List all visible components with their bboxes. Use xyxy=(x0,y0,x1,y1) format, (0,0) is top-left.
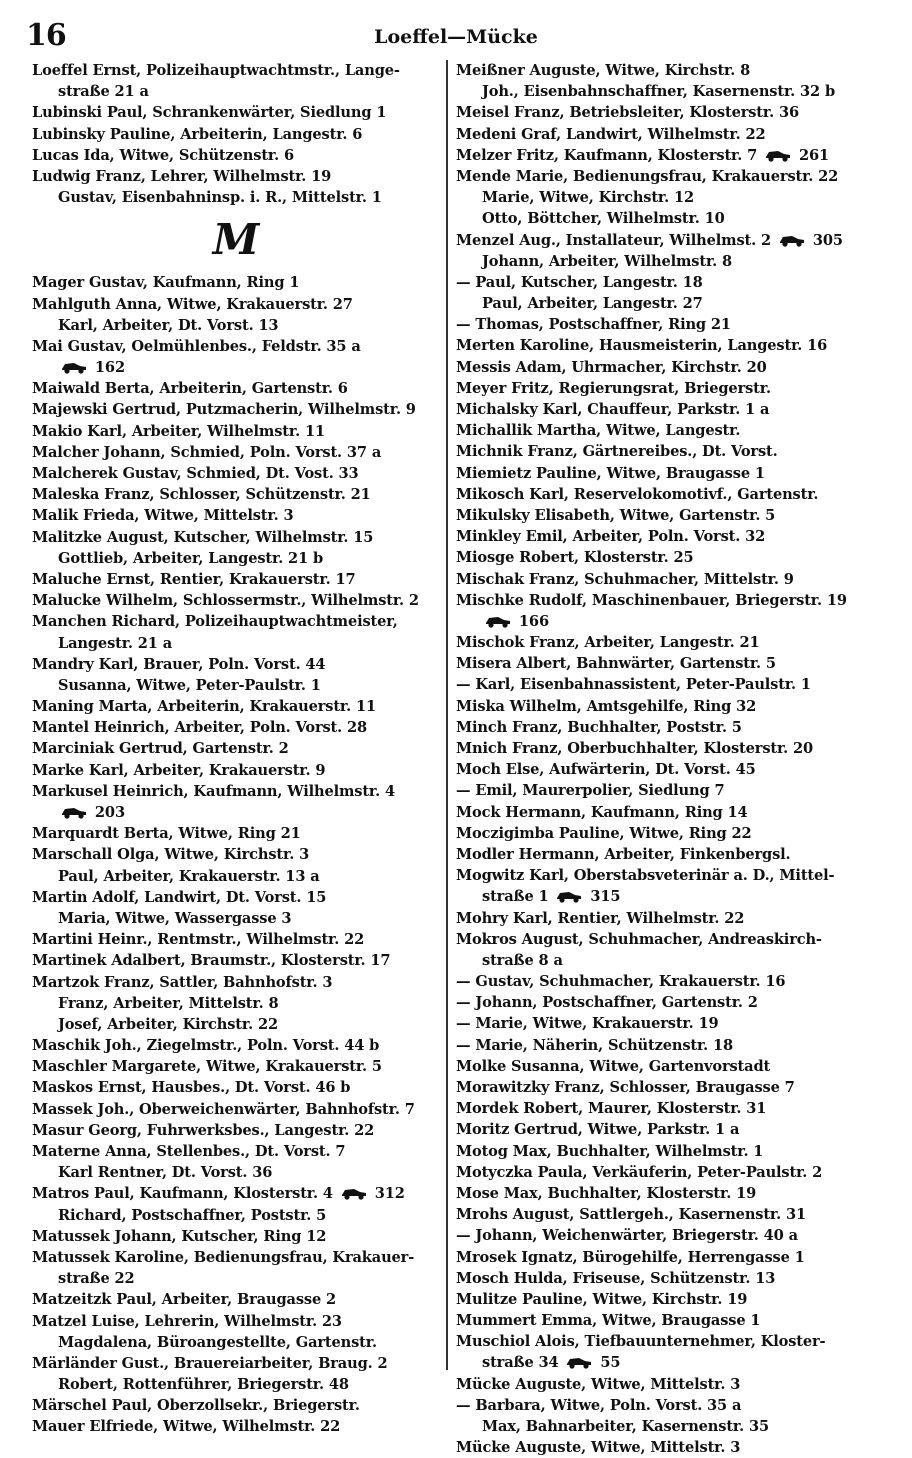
directory-entry: Marschall Olga, Witwe, Kirchstr. 3 xyxy=(32,846,310,864)
directory-entry: Misera Albert, Bahnwärter, Gartenstr. 5 xyxy=(456,655,776,673)
right-entries xyxy=(456,60,896,1458)
directory-entry: Maning Marta, Arbeiterin, Krakauerstr. 11 xyxy=(32,698,376,716)
directory-entry: Matussek Johann, Kutscher, Ring 12 xyxy=(32,1227,327,1245)
directory-entry: Mosch Hulda, Friseuse, Schützenstr. 13 xyxy=(456,1269,776,1287)
directory-entry: Maskos Ernst, Hausbes., Dt. Vorst. 46 b xyxy=(32,1079,351,1097)
left-top-entries xyxy=(32,60,440,208)
directory-entry: Otto, Böttcher, Wilhelmstr. 10 xyxy=(482,210,725,228)
directory-entry: Molke Susanna, Witwe, Gartenvorstadt xyxy=(456,1057,771,1075)
directory-entry: Langestr. 21 a xyxy=(58,634,173,652)
directory-entry: Manchen Richard, Polizeihauptwachtmeister, xyxy=(32,613,398,631)
directory-entry: Karl, Arbeiter, Dt. Vorst. 13 xyxy=(58,316,279,334)
car-icon xyxy=(60,805,88,819)
left-column xyxy=(32,60,440,1438)
directory-entry: Loeffel Ernst, Polizeihauptwachtmstr., Lange- xyxy=(32,62,400,79)
directory-entry xyxy=(456,611,896,632)
directory-entry: Makio Karl, Arbeiter, Wilhelmstr. 11 xyxy=(32,422,325,440)
directory-entry: Massek Joh., Oberweichenwärter, Bahnhofstr. 7 xyxy=(32,1100,415,1118)
directory-entry: Malik Frieda, Witwe, Mittelstr. 3 xyxy=(32,507,294,525)
directory-entry: Mnich Franz, Oberbuchhalter, Klosterstr. 20 xyxy=(456,740,814,757)
directory-entry: Robert, Rottenführer, Briegerstr. 48 xyxy=(58,1376,349,1394)
directory-entry: — Karl, Eisenbahnassistent, Peter-Paulstr. 1 xyxy=(456,676,811,694)
directory-entry: Moczigimba Pauline, Witwe, Ring 22 xyxy=(456,824,752,842)
directory-entry: Medeni Graf, Landwirt, Wilhelmstr. 22 xyxy=(456,125,766,143)
directory-entry: — Thomas, Postschaffner, Ring 21 xyxy=(456,316,731,334)
directory-entry xyxy=(32,357,440,378)
directory-entry: Paul, Arbeiter, Langestr. 27 xyxy=(482,295,703,313)
directory-entry: Lucas Ida, Witwe, Schützenstr. 6 xyxy=(32,146,294,164)
directory-entry: Meyer Fritz, Regierungsrat, Briegerstr. xyxy=(456,379,771,397)
phone-number: 305 xyxy=(807,231,843,249)
directory-entry: — Johann, Weichenwärter, Briegerstr. 40 a xyxy=(456,1227,798,1245)
directory-entry: Lubinski Paul, Schrankenwärter, Siedlung 1 xyxy=(32,104,387,122)
directory-entry: Paul, Arbeiter, Krakauerstr. 13 a xyxy=(58,867,320,885)
directory-entry: Malucke Wilhelm, Schlossermstr., Wilhelmstr. 2 xyxy=(32,592,419,610)
directory-entry: straße 8 a xyxy=(482,951,563,969)
right-column xyxy=(456,60,896,1458)
directory-entry: Morawitzky Franz, Schlosser, Braugasse 7 xyxy=(456,1079,795,1096)
left-main-entries xyxy=(32,272,440,1437)
directory-entry: — Johann, Postschaffner, Gartenstr. 2 xyxy=(456,994,758,1012)
directory-entry: — Gustav, Schuhmacher, Krakauerstr. 16 xyxy=(456,973,786,991)
car-icon xyxy=(778,233,806,247)
directory-entry: Mikosch Karl, Reservelokomotivf., Gartenstr. xyxy=(456,485,819,503)
car-icon xyxy=(565,1355,593,1369)
directory-entry: Miemietz Pauline, Witwe, Braugasse 1 xyxy=(456,464,765,482)
directory-entry: Motyczka Paula, Verkäuferin, Peter-Paulstr. 2 xyxy=(456,1163,823,1181)
directory-entry: Michallik Martha, Witwe, Langestr. xyxy=(456,422,741,440)
directory-entry: Mrosek Ignatz, Bürogehilfe, Herrengasse 1 xyxy=(456,1248,805,1266)
directory-entry: Meisel Franz, Betriebsleiter, Klosterstr. 36 xyxy=(456,104,799,122)
directory-entry: Mücke Auguste, Witwe, Mittelstr. 3 xyxy=(456,1375,741,1393)
directory-entry: Mordek Robert, Maurer, Klosterstr. 31 xyxy=(456,1100,767,1118)
directory-entry: Martini Heinr., Rentmstr., Wilhelmstr. 22 xyxy=(32,931,365,949)
directory-entry: — Emil, Maurerpolier, Siedlung 7 xyxy=(456,782,725,800)
directory-entry: Martin Adolf, Landwirt, Dt. Vorst. 15 xyxy=(32,888,327,906)
directory-entry: Martinek Adalbert, Braumstr., Klosterstr. 17 xyxy=(32,952,391,970)
directory-entry: Maria, Witwe, Wassergasse 3 xyxy=(58,909,292,927)
directory-entry: Franz, Arbeiter, Mittelstr. 8 xyxy=(58,994,279,1012)
directory-entry: Mokros August, Schuhmacher, Andreaskirch- xyxy=(456,930,822,948)
directory-entry: Joh., Eisenbahnschaffner, Kasernenstr. 32 b xyxy=(482,83,836,101)
directory-entry xyxy=(456,1352,896,1373)
directory-entry: Malitzke August, Kutscher, Wilhelmstr. 15 xyxy=(32,528,374,546)
directory-entry: Mock Hermann, Kaufmann, Ring 14 xyxy=(456,803,748,821)
directory-entry: Mantel Heinrich, Arbeiter, Poln. Vorst. 28 xyxy=(32,719,368,737)
entry-text: Matros Paul, Kaufmann, Klosterstr. 4 xyxy=(32,1185,338,1203)
directory-entry: Mager Gustav, Kaufmann, Ring 1 xyxy=(32,274,300,292)
directory-entry: Matzeitzk Paul, Arbeiter, Braugasse 2 xyxy=(32,1291,337,1309)
directory-entry: Mücke Auguste, Witwe, Mittelstr. 3 xyxy=(456,1439,741,1457)
directory-entry: Majewski Gertrud, Putzmacherin, Wilhelmstr. 9 xyxy=(32,401,416,419)
directory-entry: Mai Gustav, Oelmühlenbes., Feldstr. 35 a xyxy=(32,337,361,355)
directory-entry: Modler Hermann, Arbeiter, Finkenbergsl. xyxy=(456,845,791,863)
directory-entry: Minkley Emil, Arbeiter, Poln. Vorst. 32 xyxy=(456,528,766,546)
directory-entry: Messis Adam, Uhrmacher, Kirchstr. 20 xyxy=(456,358,767,376)
directory-entry: Merten Karoline, Hausmeisterin, Langestr. 16 xyxy=(456,337,828,355)
phone-number: 203 xyxy=(90,804,125,821)
directory-entry: — Paul, Kutscher, Langestr. 18 xyxy=(456,273,703,291)
directory-entry: Gustav, Eisenbahninsp. i. R., Mittelstr. 1 xyxy=(58,189,382,207)
directory-entry: Michnik Franz, Gärtnereibes., Dt. Vorst. xyxy=(456,443,778,461)
directory-entry: Mummert Emma, Witwe, Braugasse 1 xyxy=(456,1312,761,1330)
directory-entry: Mauer Elfriede, Witwe, Wilhelmstr. 22 xyxy=(32,1418,341,1436)
directory-entry: Motog Max, Buchhalter, Wilhelmstr. 1 xyxy=(456,1142,764,1160)
entry-text: straße 34 xyxy=(482,1354,564,1372)
directory-entry: Martzok Franz, Sattler, Bahnhofstr. 3 xyxy=(32,973,333,991)
directory-entry xyxy=(456,886,896,907)
directory-entry: Matzel Luise, Lehrerin, Wilhelmstr. 23 xyxy=(32,1312,342,1330)
directory-entry: Miska Wilhelm, Amtsgehilfe, Ring 32 xyxy=(456,697,757,715)
directory-entry: Michalsky Karl, Chauffeur, Parkstr. 1 a xyxy=(456,401,770,418)
directory-entry: Mandry Karl, Brauer, Poln. Vorst. 44 xyxy=(32,655,326,673)
directory-entry: Marciniak Gertrud, Gartenstr. 2 xyxy=(32,740,289,758)
directory-entry: — Marie, Näherin, Schützenstr. 18 xyxy=(456,1036,734,1054)
directory-entry: Mrohs August, Sattlergeh., Kasernenstr. 31 xyxy=(456,1206,806,1224)
phone-number: 166 xyxy=(514,612,549,630)
directory-entry: Märschel Paul, Oberzollsekr., Briegerstr. xyxy=(32,1397,360,1415)
directory-entry: Märländer Gust., Brauereiarbeiter, Braug. 2 xyxy=(32,1354,388,1372)
phone-number: 312 xyxy=(369,1185,405,1203)
column-divider xyxy=(446,60,448,1370)
phone-number: 261 xyxy=(794,146,830,164)
directory-entry: Mohry Karl, Rentier, Wilhelmstr. 22 xyxy=(456,909,745,927)
directory-entry: Gottlieb, Arbeiter, Langestr. 21 b xyxy=(58,549,324,567)
directory-entry: straße 21 a xyxy=(58,83,149,101)
section-letter: M xyxy=(212,215,260,265)
directory-entry: Johann, Arbeiter, Wilhelmstr. 8 xyxy=(482,252,733,270)
page-number: 16 xyxy=(26,18,66,53)
directory-entry: Marie, Witwe, Kirchstr. 12 xyxy=(482,189,695,207)
directory-entry: Meißner Auguste, Witwe, Kirchstr. 8 xyxy=(456,62,751,79)
directory-entry: Marke Karl, Arbeiter, Krakauerstr. 9 xyxy=(32,761,326,779)
directory-entry: Mischke Rudolf, Maschinenbauer, Briegerstr. 19 xyxy=(456,591,847,609)
directory-entry: Muschiol Alois, Tiefbauunternehmer, Kloster- xyxy=(456,1333,826,1351)
directory-entry: Ludwig Franz, Lehrer, Wilhelmstr. 19 xyxy=(32,167,332,185)
entry-text: Melzer Fritz, Kaufmann, Klosterstr. 7 xyxy=(456,146,763,164)
entry-text: straße 1 xyxy=(482,888,554,906)
phone-number: 162 xyxy=(90,359,125,377)
directory-entry: Richard, Postschaffner, Poststr. 5 xyxy=(58,1206,327,1224)
entry-text: Menzel Aug., Installateur, Wilhelmst. 2 xyxy=(456,231,776,249)
directory-entry: — Marie, Witwe, Krakauerstr. 19 xyxy=(456,1015,719,1033)
directory-entry: — Barbara, Witwe, Poln. Vorst. 35 a xyxy=(456,1396,742,1414)
directory-entry: Mulitze Pauline, Witwe, Kirchstr. 19 xyxy=(456,1290,748,1308)
directory-entry: Malcher Johann, Schmied, Poln. Vorst. 37 a xyxy=(32,443,382,461)
car-icon xyxy=(340,1186,368,1200)
directory-entry xyxy=(32,802,440,823)
directory-entry xyxy=(32,1183,440,1204)
directory-entry: Moch Else, Aufwärterin, Dt. Vorst. 45 xyxy=(456,761,756,779)
directory-entry: Malcherek Gustav, Schmied, Dt. Vost. 33 xyxy=(32,465,359,482)
directory-entry: Mischok Franz, Arbeiter, Langestr. 21 xyxy=(456,634,760,652)
directory-entry: Magdalena, Büroangestellte, Gartenstr. xyxy=(58,1333,377,1351)
directory-entry: straße 22 xyxy=(58,1270,135,1288)
directory-entry xyxy=(456,145,896,166)
directory-entry: Materne Anna, Stellenbes., Dt. Vorst. 7 xyxy=(32,1143,346,1160)
directory-entry: Maschik Joh., Ziegelmstr., Poln. Vorst. 44 b xyxy=(32,1037,380,1055)
car-icon xyxy=(60,360,88,374)
directory-entry: Moritz Gertrud, Witwe, Parkstr. 1 a xyxy=(456,1121,740,1139)
directory-entry: Markusel Heinrich, Kaufmann, Wilhelmstr. 4 xyxy=(32,782,395,800)
page-header xyxy=(0,18,912,58)
directory-entry: Josef, Arbeiter, Kirchstr. 22 xyxy=(58,1015,278,1033)
directory-entry: Masur Georg, Fuhrwerksbes., Langestr. 22 xyxy=(32,1121,375,1139)
car-icon xyxy=(764,148,792,162)
phone-number: 55 xyxy=(595,1354,621,1372)
directory-entry: Mende Marie, Bedienungsfrau, Krakauerstr. 22 xyxy=(456,167,839,185)
phone-number: 315 xyxy=(585,888,621,906)
car-icon xyxy=(555,889,583,903)
directory-entry: Maiwald Berta, Arbeiterin, Gartenstr. 6 xyxy=(32,380,348,398)
directory-entry: Maleska Franz, Schlosser, Schützenstr. 21 xyxy=(32,486,371,504)
directory-entry: Mahlguth Anna, Witwe, Krakauerstr. 27 xyxy=(32,295,353,313)
directory-entry: Susanna, Witwe, Peter-Paulstr. 1 xyxy=(58,676,321,694)
directory-entry: Matussek Karoline, Bedienungsfrau, Krakauer- xyxy=(32,1248,415,1266)
directory-entry: Marquardt Berta, Witwe, Ring 21 xyxy=(32,825,301,843)
directory-entry: Mikulsky Elisabeth, Witwe, Gartenstr. 5 xyxy=(456,506,776,524)
directory-entry: Lubinsky Pauline, Arbeiterin, Langestr. 6 xyxy=(32,125,363,143)
directory-entry: Mischak Franz, Schuhmacher, Mittelstr. 9 xyxy=(456,570,794,588)
directory-entry: Mose Max, Buchhalter, Klosterstr. 19 xyxy=(456,1184,757,1202)
directory-entry: Max, Bahnarbeiter, Kasernenstr. 35 xyxy=(482,1418,769,1435)
directory-entry: Mogwitz Karl, Oberstabsveterinär a. D., Mittel- xyxy=(456,867,835,885)
directory-entry xyxy=(456,230,896,251)
directory-entry: Maluche Ernst, Rentier, Krakauerstr. 17 xyxy=(32,570,356,588)
directory-entry: Maschler Margarete, Witwe, Krakauerstr. 5 xyxy=(32,1058,382,1076)
directory-entry: Karl Rentner, Dt. Vorst. 36 xyxy=(58,1164,273,1182)
directory-entry: Minch Franz, Buchhalter, Poststr. 5 xyxy=(456,718,742,736)
car-icon xyxy=(484,614,512,628)
page-title: Loeffel—Mücke xyxy=(374,26,538,48)
directory-entry: Miosge Robert, Klosterstr. 25 xyxy=(456,549,694,567)
